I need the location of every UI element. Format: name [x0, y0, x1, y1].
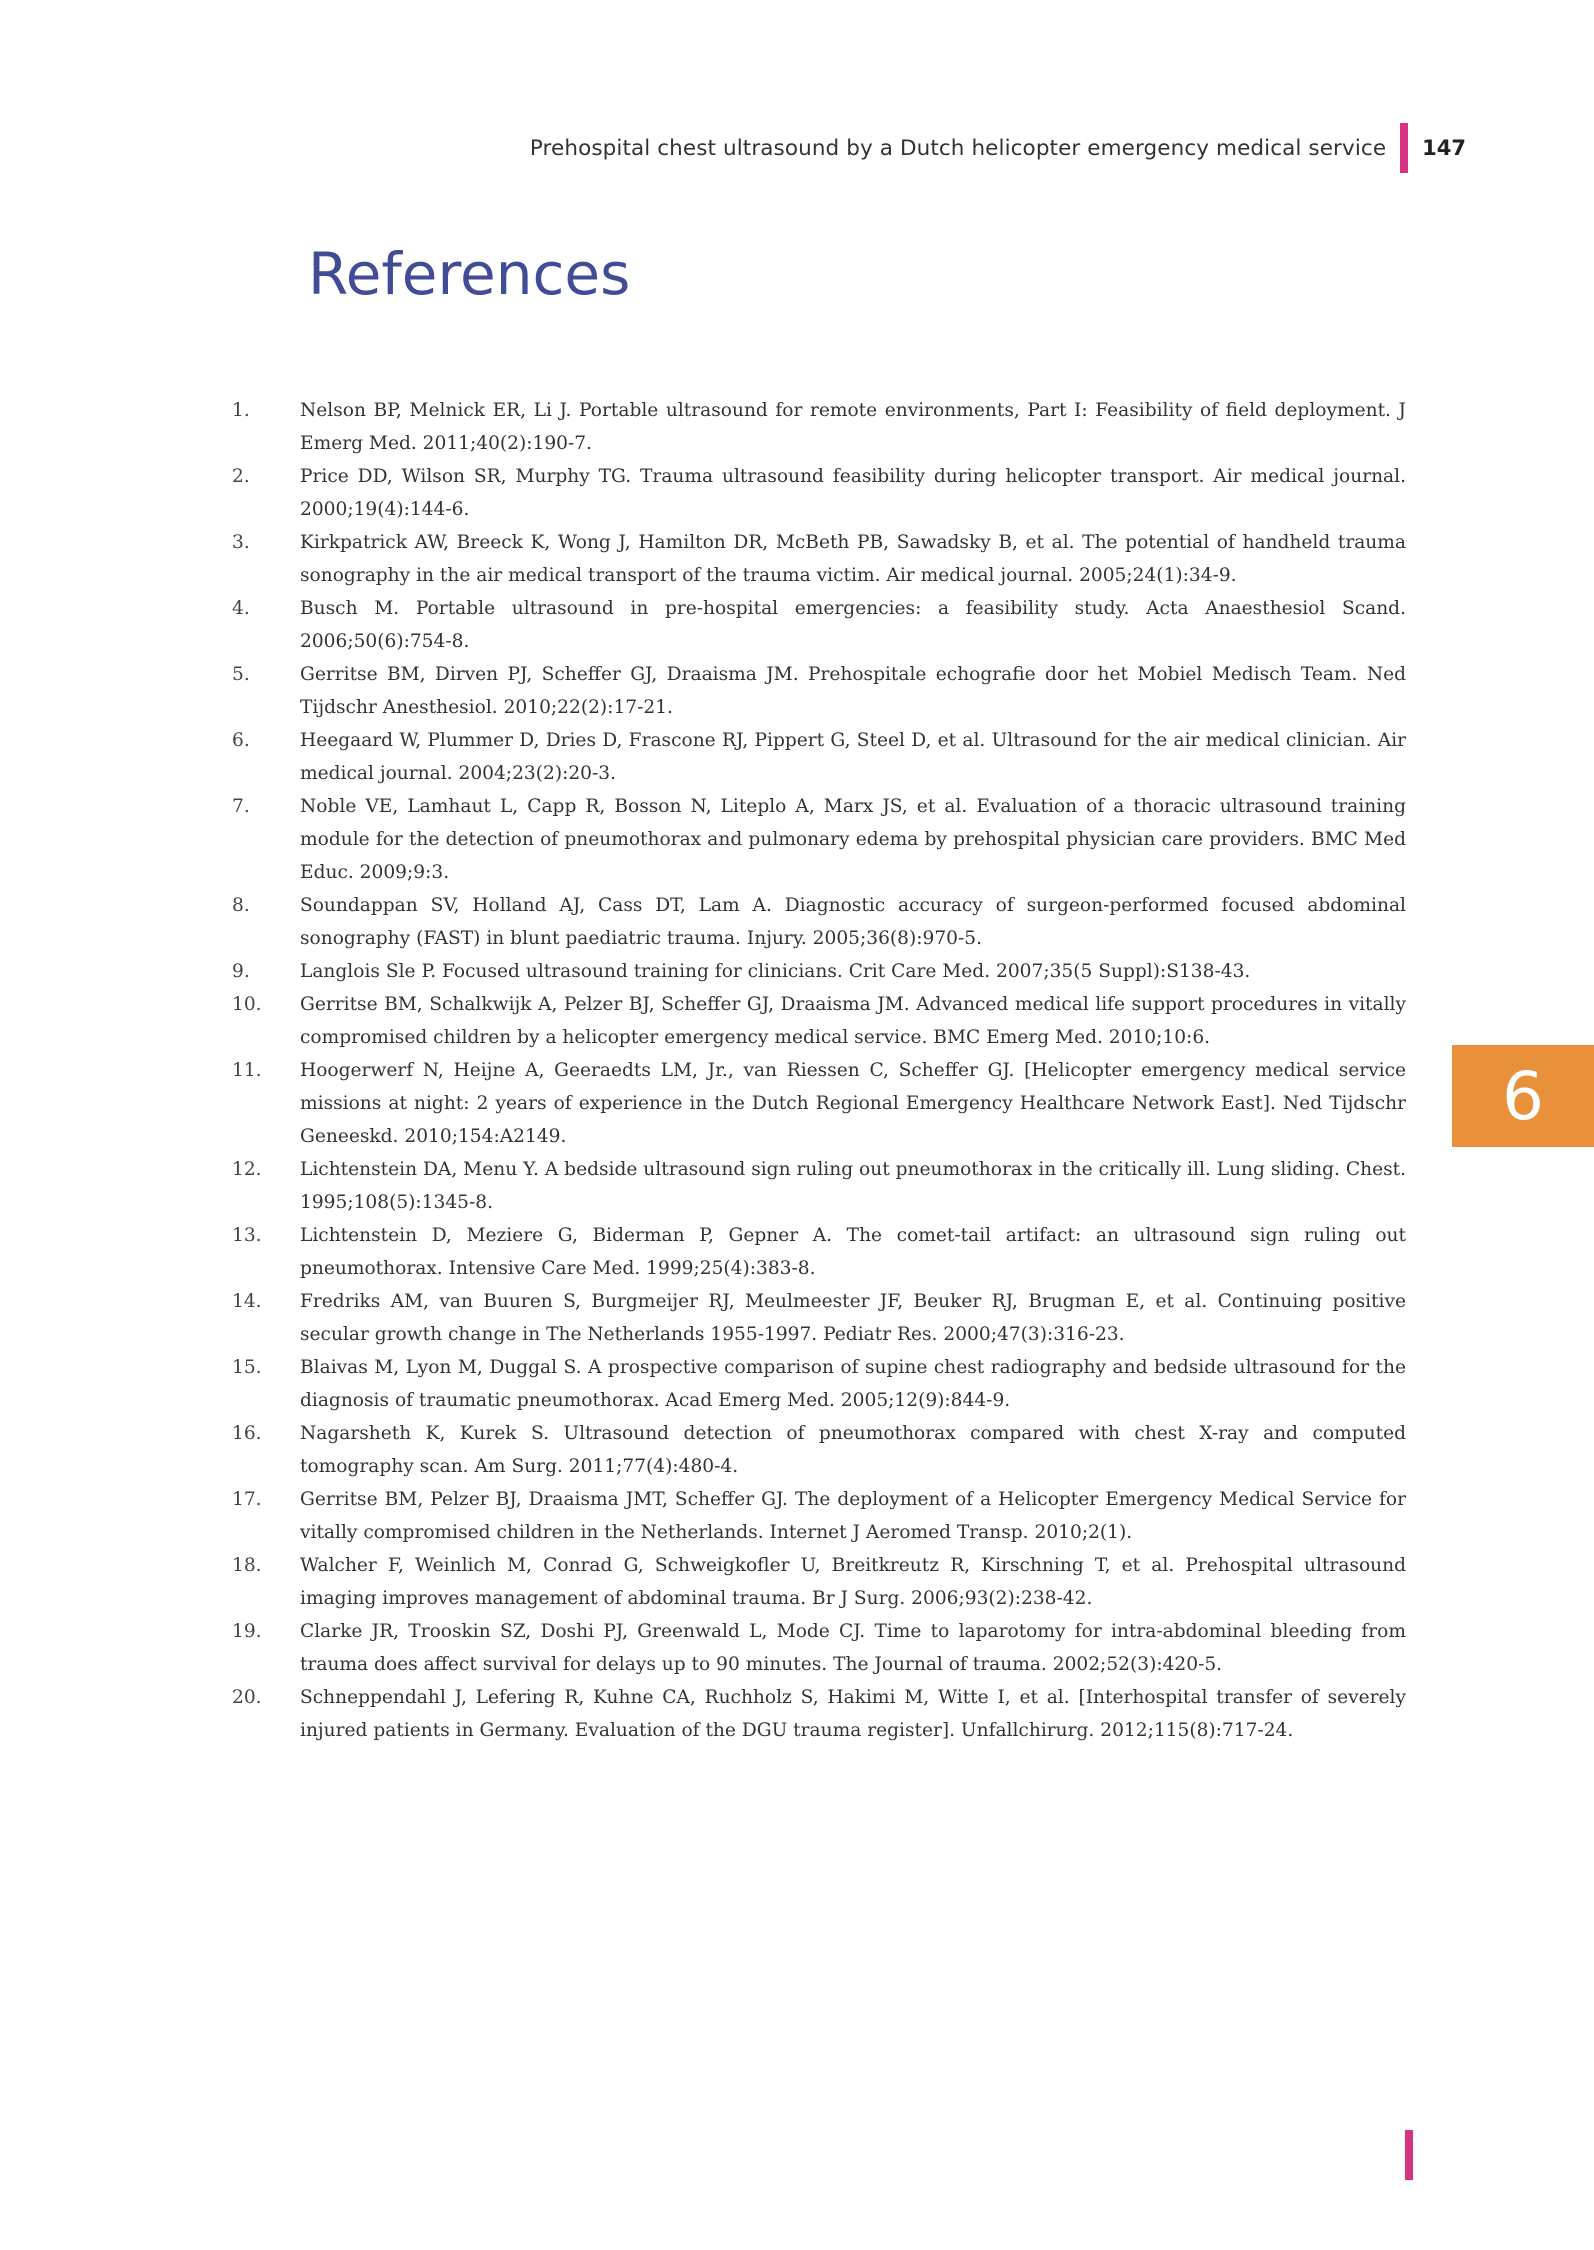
reference-text: Noble VE, Lamhaut L, Capp R, Bosson N, Liteplo A, Marx JS, et al. Evaluation of a thoracic ultrasound training module for the detection of pneumothorax and pulmonary edema by prehospital physician care providers. BMC Med Educ. 2009;9:3. — [300, 796, 1406, 883]
reference-text: Soundappan SV, Holland AJ, Cass DT, Lam A. Diagnostic accuracy of surgeon-performed focused abdominal sonography (FAST) in blunt paediatric trauma. Injury. 2005;36(8):970-5. — [300, 895, 1406, 949]
reference-list — [232, 394, 1406, 1747]
reference-number: 1. — [232, 400, 250, 421]
reference-text: Gerritse BM, Schalkwijk A, Pelzer BJ, Scheffer GJ, Draaisma JM. Advanced medical life support procedures in vitally compromised children by a helicopter emergency medical service. BMC Emerg Med. 2010;10:6. — [300, 994, 1406, 1048]
chapter-tab — [1452, 1045, 1594, 1147]
reference-text: Schneppendahl J, Lefering R, Kuhne CA, Ruchholz S, Hakimi M, Witte I, et al. [Interhospital transfer of severely injured patients in Germany. Evaluation of the DGU trauma register]. Unfallchirurg. 2012;115(8):717-24. — [300, 1687, 1406, 1741]
header-accent-bar — [1400, 123, 1408, 173]
reference-text: Busch M. Portable ultrasound in pre-hospital emergencies: a feasibility study. Acta Anaesthesiol Scand. 2006;50(6):754-8. — [300, 598, 1406, 652]
reference-number: 9. — [232, 961, 250, 982]
reference-number: 11. — [232, 1060, 262, 1081]
reference-number: 15. — [232, 1357, 262, 1378]
reference-text: Kirkpatrick AW, Breeck K, Wong J, Hamilton DR, McBeth PB, Sawadsky B, et al. The potential of handheld trauma sonography in the air medical transport of the trauma victim. Air medical journal. 2005;24(1):34-9. — [300, 532, 1406, 586]
reference-item — [232, 526, 1406, 592]
reference-text: Hoogerwerf N, Heijne A, Geeraedts LM, Jr., van Riessen C, Scheffer GJ. [Helicopter emergency medical service missions at night: 2 years of experience in the Dutch Regional Emergency Healthcare Network East]. Ned Tijdschr Geneeskd. 2010;154:A2149. — [300, 1060, 1406, 1147]
reference-item — [232, 1219, 1406, 1285]
reference-item — [232, 394, 1406, 460]
running-title: Prehospital chest ultrasound by a Dutch helicopter emergency medical service — [529, 135, 1387, 161]
reference-item — [232, 1615, 1406, 1681]
reference-text: Blaivas M, Lyon M, Duggal S. A prospective comparison of supine chest radiography and bedside ultrasound for the diagnosis of traumatic pneumothorax. Acad Emerg Med. 2005;12(9):844-9. — [300, 1357, 1406, 1411]
reference-number: 2. — [232, 466, 250, 487]
running-header — [530, 128, 1466, 168]
reference-text: Clarke JR, Trooskin SZ, Doshi PJ, Greenwald L, Mode CJ. Time to laparotomy for intra-abdominal bleeding from trauma does affect survival for delays up to 90 minutes. The Journal of trauma. 2002;52(3):420-5. — [300, 1621, 1406, 1675]
reference-item — [232, 1153, 1406, 1219]
reference-number: 7. — [232, 796, 250, 817]
reference-item — [232, 1417, 1406, 1483]
reference-item — [232, 1285, 1406, 1351]
reference-item — [232, 1681, 1406, 1747]
reference-number: 17. — [232, 1489, 262, 1510]
reference-number: 18. — [232, 1555, 262, 1576]
reference-number: 4. — [232, 598, 250, 619]
reference-item — [232, 1549, 1406, 1615]
reference-text: Walcher F, Weinlich M, Conrad G, Schweigkofler U, Breitkreutz R, Kirschning T, et al. Prehospital ultrasound imaging improves management of abdominal trauma. Br J Surg. 2006;93(2):238-42. — [300, 1555, 1406, 1609]
reference-text: Heegaard W, Plummer D, Dries D, Frascone RJ, Pippert G, Steel D, et al. Ultrasound for the air medical clinician. Air medical journal. 2004;23(2):20-3. — [300, 730, 1406, 784]
reference-number: 8. — [232, 895, 250, 916]
page-number: 147 — [1422, 136, 1466, 160]
reference-text: Langlois Sle P. Focused ultrasound training for clinicians. Crit Care Med. 2007;35(5 Suppl):S138-43. — [300, 961, 1251, 982]
reference-number: 5. — [232, 664, 250, 685]
reference-text: Nelson BP, Melnick ER, Li J. Portable ultrasound for remote environments, Part I: Feasibility of field deployment. J Emerg Med. 2011;40(2):190-7. — [300, 400, 1406, 454]
reference-text: Price DD, Wilson SR, Murphy TG. Trauma ultrasound feasibility during helicopter transport. Air medical journal. 2000;19(4):144-6. — [300, 466, 1406, 520]
reference-number: 20. — [232, 1687, 262, 1708]
reference-number: 12. — [232, 1159, 262, 1180]
reference-item — [232, 955, 1406, 988]
reference-text: Lichtenstein D, Meziere G, Biderman P, Gepner A. The comet-tail artifact: an ultrasound sign ruling out pneumothorax. Intensive Care Med. 1999;25(4):383-8. — [300, 1225, 1406, 1279]
reference-number: 16. — [232, 1423, 262, 1444]
chapter-number: 6 — [1502, 1057, 1544, 1135]
reference-item — [232, 790, 1406, 889]
reference-text: Nagarsheth K, Kurek S. Ultrasound detection of pneumothorax compared with chest X-ray and computed tomography scan. Am Surg. 2011;77(4):480-4. — [300, 1423, 1406, 1477]
reference-number: 10. — [232, 994, 262, 1015]
reference-item — [232, 460, 1406, 526]
reference-item — [232, 1483, 1406, 1549]
reference-item — [232, 988, 1406, 1054]
reference-text: Fredriks AM, van Buuren S, Burgmeijer RJ, Meulmeester JF, Beuker RJ, Brugman E, et al. Continuing positive secular growth change in The Netherlands 1955-1997. Pediatr Res. 2000;47(3):316-23. — [300, 1291, 1406, 1345]
reference-text: Gerritse BM, Dirven PJ, Scheffer GJ, Draaisma JM. Prehospitale echografie door het Mobiel Medisch Team. Ned Tijdschr Anesthesiol. 2010;22(2):17-21. — [300, 664, 1406, 718]
reference-number: 19. — [232, 1621, 262, 1642]
reference-item — [232, 1351, 1406, 1417]
reference-number: 13. — [232, 1225, 262, 1246]
reference-item — [232, 658, 1406, 724]
reference-text: Gerritse BM, Pelzer BJ, Draaisma JMT, Scheffer GJ. The deployment of a Helicopter Emergency Medical Service for vitally compromised children in the Netherlands. Internet J Aeromed Transp. 2010;2(1). — [300, 1489, 1406, 1543]
footer-accent-bar — [1405, 2130, 1413, 2180]
reference-number: 6. — [232, 730, 250, 751]
reference-item — [232, 889, 1406, 955]
reference-number: 3. — [232, 532, 250, 553]
section-title: References — [308, 240, 631, 308]
reference-item — [232, 592, 1406, 658]
reference-item — [232, 724, 1406, 790]
reference-text: Lichtenstein DA, Menu Y. A bedside ultrasound sign ruling out pneumothorax in the critically ill. Lung sliding. Chest. 1995;108(5):1345-8. — [300, 1159, 1406, 1213]
reference-item — [232, 1054, 1406, 1153]
reference-number: 14. — [232, 1291, 262, 1312]
